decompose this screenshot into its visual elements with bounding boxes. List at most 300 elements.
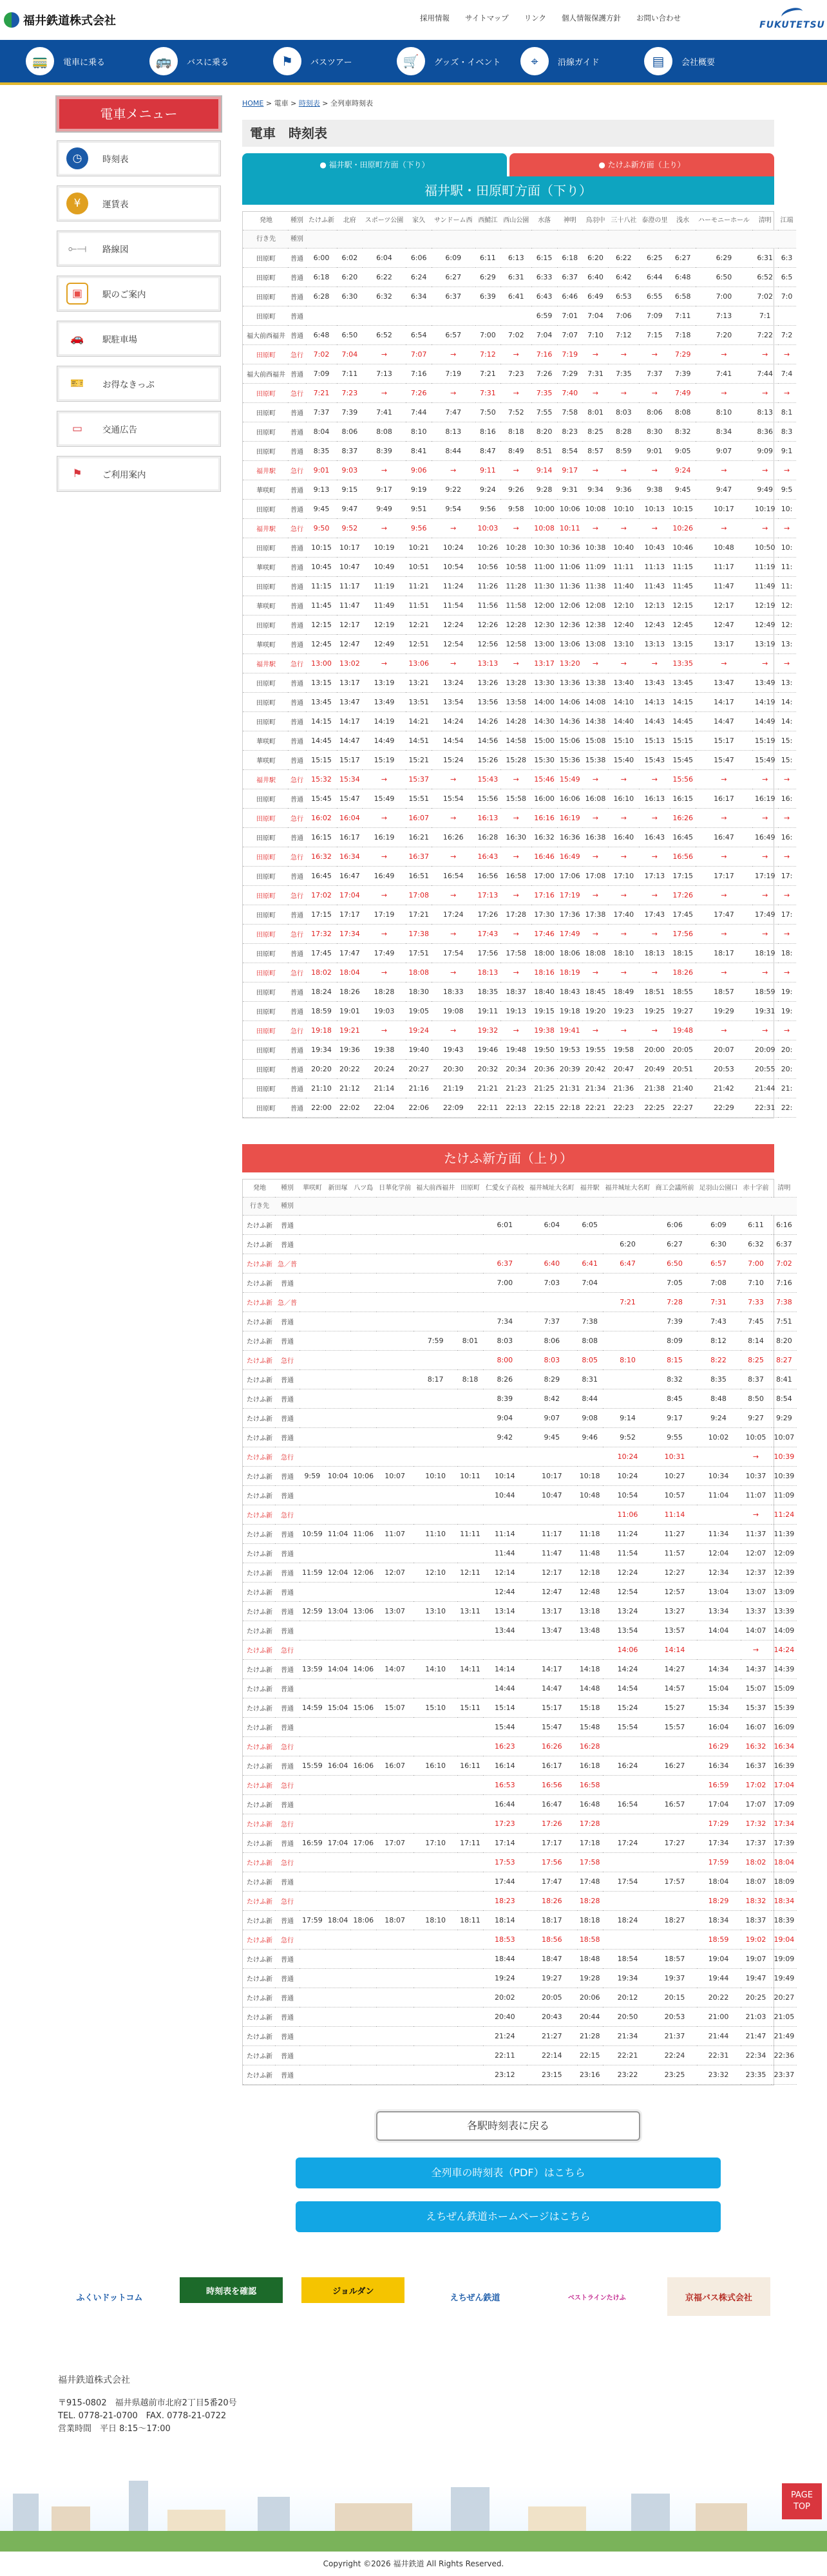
timetable-cell: 16:04 xyxy=(697,1718,741,1737)
timetable-cell: 18:17 xyxy=(527,1911,577,1930)
timetable-cell xyxy=(603,1930,653,1950)
timetable-cell: 普通 xyxy=(275,1679,299,1698)
timetable-cell: 8:10 xyxy=(603,1351,653,1370)
banner-jorudan[interactable] xyxy=(301,2277,404,2303)
timetable-cell: 8:51 xyxy=(531,441,557,460)
timetable-cell xyxy=(741,1198,772,1216)
timetable-cell: 18:24 xyxy=(306,982,337,1001)
timetable-cell: 普通 xyxy=(288,538,306,557)
timetable-cell: 17:17 xyxy=(696,866,752,885)
timetable-row xyxy=(243,634,796,653)
timetable-cell: 17:04 xyxy=(337,885,363,905)
pdf-timetable-button[interactable]: 全列車の時刻表（PDF）はこちら xyxy=(296,2158,721,2188)
timetable-cell: 20:50 xyxy=(603,2007,653,2027)
link-contact[interactable]: お問い合わせ xyxy=(636,14,681,23)
banner-fukui-dotcom[interactable] xyxy=(58,2277,161,2316)
timetable-cell: 13:49 xyxy=(752,673,778,692)
timetable-cell: 12: xyxy=(778,596,796,615)
timetable-cell: 22:25 xyxy=(639,1098,670,1117)
breadcrumb-timetable[interactable]: 時刻表 xyxy=(298,99,320,108)
timetable-cell: 19:02 xyxy=(741,1930,772,1950)
timetable-cell: 7:38 xyxy=(772,1293,797,1312)
timetable-cell: 18:56 xyxy=(527,1930,577,1950)
timetable-cell: 11:39 xyxy=(772,1525,797,1544)
timetable-cell xyxy=(376,1795,414,1814)
timetable-cell: 18:08 xyxy=(583,943,609,963)
timetable-cell: 18:04 xyxy=(325,1911,351,1930)
timetable-cell: 16:56 xyxy=(475,866,501,885)
timetable-cell xyxy=(325,2027,351,2046)
timetable-cell xyxy=(376,1370,414,1389)
timetable-cell: 13:47 xyxy=(696,673,752,692)
timetable-cell: 17:34 xyxy=(337,924,363,943)
sidebar-item-label: ご利用案内 xyxy=(102,470,146,480)
timetable-cell xyxy=(350,1254,376,1274)
timetable-row xyxy=(243,1969,797,1988)
timetable-cell: 13:54 xyxy=(432,692,475,711)
nav-goods[interactable] xyxy=(397,47,520,75)
timetable-cell: → xyxy=(432,383,475,402)
link-links[interactable]: リンク xyxy=(524,14,547,23)
timetable-cell: 7:04 xyxy=(531,325,557,344)
timetable-cell: 14:47 xyxy=(337,731,363,750)
timetable-cell xyxy=(325,1198,351,1216)
timetable-cell: 18:17 xyxy=(696,943,752,963)
top-header xyxy=(0,0,827,40)
timetable-cell: 7:51 xyxy=(772,1312,797,1331)
timetable-cell: 14:40 xyxy=(608,711,639,731)
timetable-cell: 10:17 xyxy=(527,1467,577,1486)
timetable-cell: 13:54 xyxy=(603,1621,653,1641)
timetable-cell xyxy=(670,230,696,248)
link-privacy[interactable]: 個人情報保護方針 xyxy=(562,14,622,23)
timetable-header-cell: 三十八社 xyxy=(608,212,639,230)
timetable-cell: 19:27 xyxy=(670,1001,696,1020)
timetable-cell: 11:28 xyxy=(500,576,531,596)
timetable-cell: 6:33 xyxy=(531,267,557,287)
timetable-cell xyxy=(527,1447,577,1467)
timetable-cell: 普通 xyxy=(275,1274,299,1293)
timetable-cell: 7:04 xyxy=(583,306,609,325)
link-sitemap[interactable]: サイトマップ xyxy=(465,14,509,23)
timetable-cell: 8:14 xyxy=(741,1331,772,1351)
timetable-cell: 10:40 xyxy=(608,538,639,557)
timetable-cell: → xyxy=(608,847,639,866)
timetable-cell: 9:5 xyxy=(778,480,796,499)
timetable-cell: 急行 xyxy=(288,518,306,538)
timetable-cell: 10:38 xyxy=(583,538,609,557)
timetable-cell: 22:31 xyxy=(752,1098,778,1117)
nav-label: バスに乗る xyxy=(187,57,229,68)
timetable-cell: 17:26 xyxy=(475,905,501,924)
echizen-railway-button[interactable]: えちぜん鉄道ホームページはこちら xyxy=(296,2201,721,2232)
timetable-cell: 20:44 xyxy=(577,2007,603,2027)
sidebar-item-label: 運賃表 xyxy=(102,200,129,210)
timetable-cell: 18:27 xyxy=(653,1911,697,1930)
timetable-cell: 6:20 xyxy=(583,248,609,267)
timetable-cell: 16:56 xyxy=(527,1776,577,1795)
timetable-cell: 15: xyxy=(778,750,796,769)
sidebar-item-ads[interactable] xyxy=(57,411,221,447)
sidebar-item-stations[interactable] xyxy=(57,276,221,312)
timetable-cell xyxy=(376,1718,414,1737)
timetable-cell: 18:37 xyxy=(741,1911,772,1930)
timetable-cell: 12:04 xyxy=(697,1544,741,1563)
timetable-cell: 14:04 xyxy=(325,1660,351,1679)
timetable-cell xyxy=(577,1505,603,1525)
timetable-cell xyxy=(325,1331,351,1351)
timetable-cell: 17:34 xyxy=(772,1814,797,1834)
timetable-cell: 13: xyxy=(778,673,796,692)
timetable-cell xyxy=(457,1988,483,2007)
timetable-cell: 13:15 xyxy=(306,673,337,692)
timetable-cell: 14:21 xyxy=(406,711,432,731)
timetable-cell: 田原町 xyxy=(243,924,288,943)
timetable-cell: 23:16 xyxy=(577,2065,603,2085)
timetable-cell: 14:08 xyxy=(583,692,609,711)
timetable-cell: 10:48 xyxy=(577,1486,603,1505)
timetable-header-cell: 家久 xyxy=(406,212,432,230)
timetable-cell: 16:09 xyxy=(772,1718,797,1737)
timetable-cell: 14:58 xyxy=(500,731,531,750)
timetable-cell: → xyxy=(752,1020,778,1040)
timetable-cell: 18:19 xyxy=(557,963,583,982)
timetable-cell: 21:03 xyxy=(741,2007,772,2027)
route-icon: ⟜⟞ xyxy=(66,238,88,259)
timetable-cell: 福大前西福井 xyxy=(243,325,288,344)
timetable-cell: たけふ新 xyxy=(243,1216,275,1235)
timetable-cell xyxy=(325,1814,351,1834)
footer-hours: 営業時間 平日 8:15〜17:00 xyxy=(58,2424,171,2434)
timetable-cell: → xyxy=(778,653,796,673)
timetable-cell: 16:53 xyxy=(483,1776,527,1795)
banner-bestline[interactable] xyxy=(546,2277,649,2316)
timetable-cell: 12:27 xyxy=(653,1563,697,1583)
timetable-cell: たけふ新 xyxy=(243,1698,275,1718)
nav-bus-tour[interactable] xyxy=(273,47,397,75)
timetable-row xyxy=(243,789,796,808)
timetable-cell xyxy=(376,1969,414,1988)
timetable-cell: 7:39 xyxy=(337,402,363,422)
timetable-cell: 13:10 xyxy=(608,634,639,653)
timetable-cell: 17:04 xyxy=(697,1795,741,1814)
timetable-cell xyxy=(363,306,406,325)
timetable-cell: 10:17 xyxy=(337,538,363,557)
timetable-cell: 18:35 xyxy=(475,982,501,1001)
timetable-cell xyxy=(325,1737,351,1756)
fukutetsu-brand[interactable] xyxy=(760,4,824,35)
timetable-cell: 6:09 xyxy=(432,248,475,267)
timetable-cell: 田原町 xyxy=(243,422,288,441)
timetable-cell: 15:18 xyxy=(577,1698,603,1718)
timetable-row xyxy=(243,1059,796,1078)
timetable-cell xyxy=(325,1969,351,1988)
timetable-cell xyxy=(376,1679,414,1698)
timetable-cell: 田原町 xyxy=(243,827,288,847)
nav-train[interactable] xyxy=(26,47,149,75)
timetable-cell: 6:5 xyxy=(778,267,796,287)
timetable-row xyxy=(243,1853,797,1872)
timetable-cell: 17:15 xyxy=(670,866,696,885)
breadcrumb-sep: > xyxy=(319,99,331,108)
nav-guide[interactable] xyxy=(520,47,644,75)
back-to-station-timetable-button[interactable]: 各駅時刻表に戻る xyxy=(376,2111,640,2141)
timetable-row xyxy=(243,1621,797,1641)
timetable-cell: 17:43 xyxy=(639,905,670,924)
timetable-row xyxy=(243,2065,797,2085)
timetable-cell: 20:27 xyxy=(772,1988,797,2007)
timetable-cell: 10:27 xyxy=(653,1467,697,1486)
nav-bus[interactable] xyxy=(149,47,273,75)
timetable-down-wrap[interactable] xyxy=(242,211,794,1118)
timetable-cell: 8:16 xyxy=(475,422,501,441)
timetable-cell xyxy=(414,1486,457,1505)
timetable-cell: 16:07 xyxy=(406,808,432,827)
timetable-cell: 15:04 xyxy=(325,1698,351,1718)
timetable-cell: 7:35 xyxy=(608,364,639,383)
timetable-cell: 11:49 xyxy=(363,596,406,615)
sidebar xyxy=(57,97,221,2232)
timetable-cell: 12: xyxy=(778,615,796,634)
timetable-cell: 普通 xyxy=(288,306,306,325)
timetable-cell: たけふ新 xyxy=(243,1525,275,1544)
timetable-cell xyxy=(414,1254,457,1274)
timetable-cell xyxy=(603,1892,653,1911)
timetable-row xyxy=(243,230,796,248)
timetable-cell: 16:37 xyxy=(406,847,432,866)
timetable-cell xyxy=(325,1583,351,1602)
timetable-cell: 12:49 xyxy=(752,615,778,634)
timetable-cell: たけふ新 xyxy=(243,1467,275,1486)
timetable-cell: 19:27 xyxy=(527,1969,577,1988)
timetable-cell: 11:19 xyxy=(752,557,778,576)
timetable-cell: 普通 xyxy=(275,1660,299,1679)
timetable-cell xyxy=(350,1216,376,1235)
timetable-cell: 18:28 xyxy=(363,982,406,1001)
timetable-cell: 12:10 xyxy=(414,1563,457,1583)
timetable-cell: 18:34 xyxy=(697,1911,741,1930)
timetable-cell xyxy=(325,1389,351,1409)
timetable-cell: 11:44 xyxy=(483,1544,527,1563)
timetable-cell xyxy=(350,1198,376,1216)
timetable-up-wrap[interactable] xyxy=(242,1179,795,2086)
timetable-cell: 6:32 xyxy=(363,287,406,306)
timetable-cell: 8:20 xyxy=(531,422,557,441)
timetable-cell xyxy=(414,1544,457,1563)
timetable-cell: 17:47 xyxy=(527,1872,577,1892)
timetable-cell: 14:54 xyxy=(603,1679,653,1698)
timetable-cell: 6:34 xyxy=(406,287,432,306)
timetable-cell xyxy=(376,2027,414,2046)
timetable-cell: 11:24 xyxy=(432,576,475,596)
timetable-cell: 21:34 xyxy=(583,1078,609,1098)
timetable-cell: 16:37 xyxy=(741,1756,772,1776)
sidebar-item-tickets[interactable] xyxy=(57,366,221,402)
timetable-cell: 18:19 xyxy=(752,943,778,963)
timetable-cell: 21:10 xyxy=(306,1078,337,1098)
breadcrumb-home[interactable]: HOME xyxy=(242,99,264,108)
page-top-button[interactable]: PAGE TOP xyxy=(782,2483,822,2519)
timetable-row xyxy=(243,287,796,306)
timetable-cell: 急行 xyxy=(288,847,306,866)
banner-keifuku-bus[interactable] xyxy=(667,2277,770,2316)
timetable-cell: → xyxy=(363,383,406,402)
timetable-cell: → xyxy=(778,1020,796,1040)
timetable-cell: 16:34 xyxy=(337,847,363,866)
timetable-cell: 14:11 xyxy=(457,1660,483,1679)
timetable-cell xyxy=(376,1505,414,1525)
timetable-cell: → xyxy=(583,769,609,789)
timetable-cell: 16:40 xyxy=(608,827,639,847)
timetable-cell: 13:19 xyxy=(752,634,778,653)
timetable-cell: 8:12 xyxy=(697,1331,741,1351)
timetable-cell xyxy=(299,1409,325,1428)
timetable-cell: → xyxy=(752,460,778,480)
timetable-cell xyxy=(376,1930,414,1950)
timetable-row xyxy=(243,1001,796,1020)
timetable-cell xyxy=(457,1486,483,1505)
timetable-cell xyxy=(350,2065,376,2085)
timetable-cell: 18:14 xyxy=(483,1911,527,1930)
timetable-cell: 10:58 xyxy=(500,557,531,576)
sidebar-item-route-map[interactable] xyxy=(57,230,221,267)
timetable-cell: 10:10 xyxy=(414,1467,457,1486)
timetable-cell: 20:24 xyxy=(363,1059,406,1078)
timetable-cell: 18:04 xyxy=(697,1872,741,1892)
timetable-cell: 普通 xyxy=(288,557,306,576)
sidebar-item-parking[interactable] xyxy=(57,321,221,357)
timetable-cell: 12:45 xyxy=(306,634,337,653)
timetable-cell: 18:59 xyxy=(306,1001,337,1020)
timetable-cell: 20:22 xyxy=(337,1059,363,1078)
timetable-cell: 6:37 xyxy=(772,1235,797,1254)
timetable-cell: 田原町 xyxy=(243,692,288,711)
timetable-cell xyxy=(350,1853,376,1872)
timetable-cell: 17:17 xyxy=(527,1834,577,1853)
timetable-cell xyxy=(325,2007,351,2027)
timetable-cell xyxy=(457,1198,483,1216)
timetable-cell: たけふ新 xyxy=(243,1834,275,1853)
timetable-cell: 13:17 xyxy=(696,634,752,653)
timetable-cell xyxy=(414,1447,457,1467)
timetable-cell: 7:09 xyxy=(306,364,337,383)
timetable-cell: 6:41 xyxy=(577,1254,603,1274)
nav-company[interactable] xyxy=(644,47,768,75)
timetable-cell: → xyxy=(696,963,752,982)
timetable-cell: → xyxy=(500,963,531,982)
timetable-cell: 9:01 xyxy=(639,441,670,460)
timetable-cell: 7:34 xyxy=(483,1312,527,1331)
timetable-cell: 12:00 xyxy=(531,596,557,615)
timetable-cell: 12:56 xyxy=(475,634,501,653)
timetable-cell: 16:23 xyxy=(483,1737,527,1756)
timetable-cell: 7:52 xyxy=(500,402,531,422)
timetable-cell xyxy=(325,1679,351,1698)
banner-label: ベストラインたけふ xyxy=(567,2294,626,2302)
timetable-cell: 普通 xyxy=(288,982,306,1001)
timetable-cell: → xyxy=(500,460,531,480)
timetable-cell: 18:26 xyxy=(527,1892,577,1911)
timetable-cell: 7:03 xyxy=(527,1274,577,1293)
timetable-cell: 18:32 xyxy=(741,1892,772,1911)
timetable-cell: 18:45 xyxy=(583,982,609,1001)
timetable-cell: 8:44 xyxy=(432,441,475,460)
timetable-cell: 7:20 xyxy=(696,325,752,344)
timetable-cell: → xyxy=(608,460,639,480)
timetable-row xyxy=(243,1370,797,1389)
timetable-cell: 16:00 xyxy=(531,789,557,808)
timetable-cell: 普通 xyxy=(288,596,306,615)
nav-label: バスツアー xyxy=(310,57,352,68)
timetable-cell: 普通 xyxy=(288,1001,306,1020)
timetable-cell: 普通 xyxy=(288,905,306,924)
timetable-cell: 9:03 xyxy=(337,460,363,480)
company-logo[interactable] xyxy=(4,12,116,28)
timetable-cell: 15:00 xyxy=(531,731,557,750)
banner-row xyxy=(58,2277,770,2316)
clock-icon: ◷ xyxy=(66,147,88,169)
banner-timetable-check[interactable] xyxy=(180,2277,283,2303)
sidebar-item-timetable[interactable] xyxy=(57,140,221,176)
timetable-cell: 普通 xyxy=(275,1563,299,1583)
timetable-cell: → xyxy=(608,653,639,673)
timetable-cell: 普通 xyxy=(288,364,306,383)
timetable-row xyxy=(243,1950,797,1969)
timetable-cell: たけふ新 xyxy=(243,1718,275,1737)
timetable-cell: 10:26 xyxy=(475,538,501,557)
sidebar-item-guide[interactable] xyxy=(57,456,221,492)
timetable-cell: 普通 xyxy=(275,1428,299,1447)
sidebar-item-fare[interactable] xyxy=(57,185,221,221)
timetable-cell: 22:18 xyxy=(557,1098,583,1117)
timetable-cell: → xyxy=(752,769,778,789)
timetable-cell: 7:11 xyxy=(337,364,363,383)
timetable-cell: 13:09 xyxy=(772,1583,797,1602)
timetable-row xyxy=(243,499,796,518)
timetable-cell xyxy=(299,1814,325,1834)
timetable-cell xyxy=(653,1930,697,1950)
timetable-cell: 21:31 xyxy=(557,1078,583,1098)
timetable-cell: 20:43 xyxy=(527,2007,577,2027)
timetable-cell: 11:17 xyxy=(696,557,752,576)
timetable-cell xyxy=(603,1814,653,1834)
timetable-cell: たけふ新 xyxy=(243,1254,275,1274)
timetable-cell: 15:08 xyxy=(583,731,609,750)
timetable-cell xyxy=(350,1370,376,1389)
timetable-cell: 16:29 xyxy=(697,1737,741,1756)
timetable-cell: たけふ新 xyxy=(243,2046,275,2065)
timetable-header-cell: 西山公園 xyxy=(500,212,531,230)
timetable-header-cell: 浅水 xyxy=(670,212,696,230)
tab-up[interactable] xyxy=(509,153,774,176)
timetable-cell: 9:46 xyxy=(577,1428,603,1447)
breadcrumb-train: 電車 xyxy=(274,99,289,108)
timetable-cell: 14:17 xyxy=(337,711,363,731)
timetable-cell: → xyxy=(432,769,475,789)
timetable-cell: 21:25 xyxy=(531,1078,557,1098)
timetable-cell: 15:51 xyxy=(406,789,432,808)
timetable-cell: 10:21 xyxy=(406,538,432,557)
tab-down[interactable] xyxy=(242,153,507,176)
timetable-cell: 20:42 xyxy=(583,1059,609,1078)
timetable-cell: 19:18 xyxy=(557,1001,583,1020)
timetable-cell: 7:41 xyxy=(696,364,752,383)
timetable-cell: 8:44 xyxy=(577,1389,603,1409)
banner-echizen[interactable] xyxy=(424,2277,527,2316)
timetable-cell: 16:32 xyxy=(306,847,337,866)
timetable-cell: たけふ新 xyxy=(243,1795,275,1814)
link-recruit[interactable]: 採用情報 xyxy=(420,14,450,23)
